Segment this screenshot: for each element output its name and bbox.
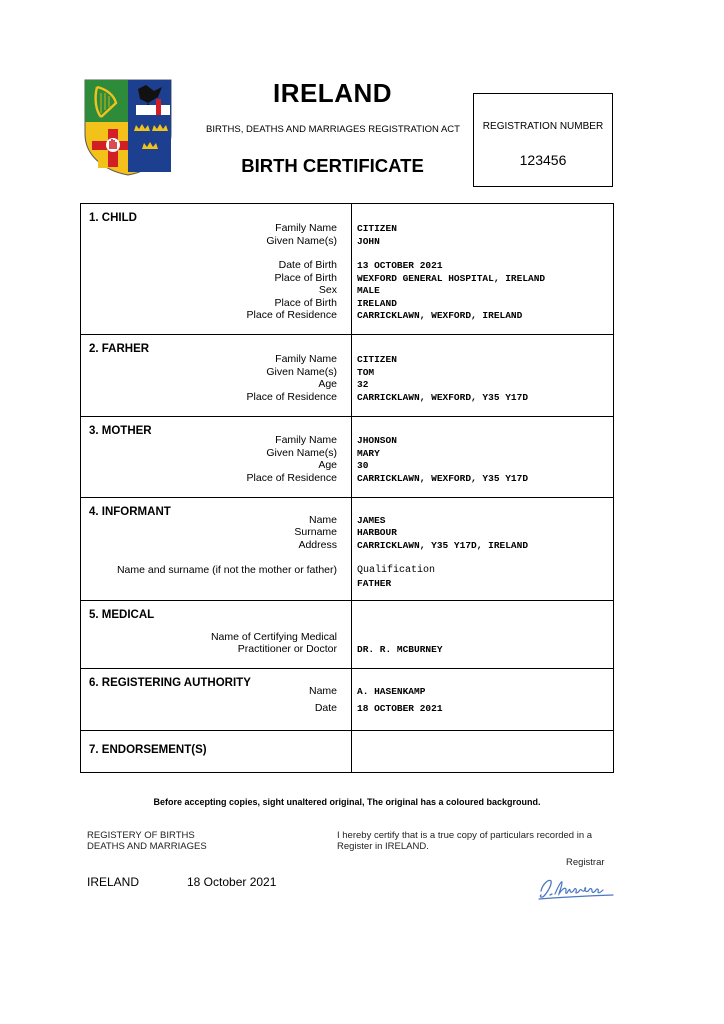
- field-value: CITIZEN: [357, 354, 397, 365]
- field-value: JOHN: [357, 236, 380, 247]
- certify-line: I hereby certify that is a true copy of particulars recorded in a: [337, 830, 593, 841]
- registration-number-label: REGISTRATION NUMBER: [482, 121, 604, 132]
- coat-of-arms-icon: [84, 79, 172, 176]
- field-label: Place of Residence: [246, 391, 337, 403]
- section-title: 7. ENDORSEMENT(S): [89, 744, 207, 756]
- country-title: IRELAND: [272, 78, 393, 108]
- field-label: Place of Residence: [246, 472, 337, 484]
- registrar-label: Registrar: [566, 857, 605, 868]
- section-registering-authority: [81, 669, 613, 731]
- registry-office: [87, 830, 207, 852]
- section-title: 6. REGISTERING AUTHORITY: [89, 677, 251, 689]
- field-value: MALE: [357, 285, 380, 296]
- field-label: Name and surname (if not the mother or father): [116, 564, 337, 576]
- field-value: 18 OCTOBER 2021: [357, 703, 443, 714]
- field-value: IRELAND: [357, 298, 397, 309]
- field-label: Given Name(s): [266, 447, 337, 459]
- footer-date: 18 October 2021: [187, 875, 277, 889]
- field-value: TOM: [357, 367, 375, 378]
- footer-country: IRELAND: [87, 875, 140, 889]
- field-label: Place of Birth: [274, 272, 337, 284]
- field-label: Sex: [318, 284, 337, 296]
- field-value: Qualification: [357, 565, 436, 576]
- field-value: WEXFORD GENERAL HOSPITAL, IRELAND: [357, 273, 546, 284]
- field-label: Age: [318, 378, 337, 390]
- registrar-signature: [535, 873, 617, 901]
- field-value: JHONSON: [357, 435, 397, 446]
- field-value: DR. R. MCBURNEY: [357, 644, 443, 655]
- field-label: Given Name(s): [266, 366, 337, 378]
- field-value: 13 OCTOBER 2021: [357, 260, 443, 271]
- field-value: FATHER: [357, 578, 392, 589]
- field-label: Date of Birth: [278, 259, 337, 271]
- field-label: Given Name(s): [266, 235, 337, 247]
- field-label: Name: [308, 514, 337, 526]
- field-value: MARY: [357, 448, 380, 459]
- field-value: CARRICKLAWN, WEXFORD, IRELAND: [357, 310, 523, 321]
- certify-line: Register in IRELAND.: [337, 841, 429, 852]
- section-child: [81, 204, 613, 335]
- section-title: 1. CHILD: [89, 212, 137, 224]
- field-value: 32: [357, 379, 369, 390]
- registration-act: BIRTHS, DEATHS AND MARRIAGES REGISTRATION ACT: [206, 124, 460, 135]
- field-label: Place of Residence: [246, 309, 337, 321]
- field-label: Place of Birth: [274, 297, 337, 309]
- section-title: 2. FARHER: [89, 343, 150, 355]
- field-value: 30: [357, 460, 369, 471]
- field-value: CARRICKLAWN, Y35 Y17D, IRELAND: [357, 540, 529, 551]
- field-value: CITIZEN: [357, 223, 397, 234]
- certificate-title: BIRTH CERTIFICATE: [241, 155, 424, 176]
- field-label: Surname: [294, 526, 337, 538]
- section-father: [81, 335, 613, 417]
- section-informant: [81, 498, 613, 601]
- certificate-table: [80, 203, 614, 773]
- field-value: CARRICKLAWN, WEXFORD, Y35 Y17D: [357, 392, 529, 403]
- field-label: Name: [308, 685, 337, 697]
- field-label: Name of Certifying Medical: [210, 631, 337, 643]
- section-title: 4. INFORMANT: [89, 506, 171, 518]
- section-medical: [81, 601, 613, 669]
- section-endorsement: [81, 731, 613, 772]
- registry-line: REGISTERY OF BIRTHS: [87, 830, 195, 841]
- field-value: HARBOUR: [357, 527, 397, 538]
- field-label: Address: [298, 539, 337, 551]
- field-label: Family Name: [275, 434, 337, 446]
- authenticity-notice: Before accepting copies, sight unaltered original, The original has a coloured background.: [153, 797, 541, 807]
- field-value: A. HASENKAMP: [357, 686, 426, 697]
- section-title: 3. MOTHER: [89, 425, 152, 437]
- certification-statement: [337, 830, 612, 852]
- registration-number-box: [473, 93, 613, 187]
- field-label: Practitioner or Doctor: [237, 643, 337, 655]
- field-label: Family Name: [275, 353, 337, 365]
- field-label: Date: [314, 702, 337, 714]
- field-label: Age: [318, 459, 337, 471]
- field-value: JAMES: [357, 515, 386, 526]
- field-label: Family Name: [275, 222, 337, 234]
- registry-line: DEATHS AND MARRIAGES: [87, 841, 207, 852]
- section-title: 5. MEDICAL: [89, 609, 155, 621]
- registration-number: 123456: [519, 152, 567, 168]
- section-mother: [81, 417, 613, 498]
- field-value: CARRICKLAWN, WEXFORD, Y35 Y17D: [357, 473, 529, 484]
